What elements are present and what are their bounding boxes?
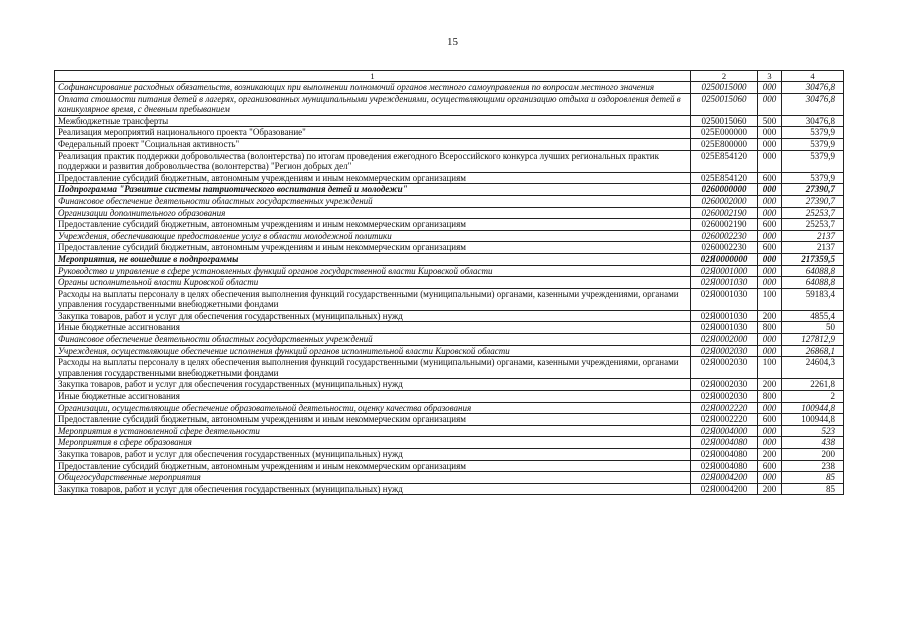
row-code: 0260002230 (691, 242, 758, 254)
table-row (55, 277, 844, 289)
row-code: 0260002190 (691, 219, 758, 231)
table-row (55, 391, 844, 403)
row-type: 000 (758, 207, 782, 219)
row-name: Предоставление субсидий бюджетным, автономным учреждениям и иным некоммерческим организациям (55, 219, 691, 231)
table-row (55, 345, 844, 357)
row-name: Расходы на выплаты персоналу в целях обеспечения выполнения функций государственными (муниципальными) органами, казенными учреждениями, органами управления государственными внебюджетными фондами (55, 288, 691, 310)
row-type: 800 (758, 391, 782, 403)
row-code: 02Я0004000 (691, 425, 758, 437)
row-type: 000 (758, 195, 782, 207)
row-code: 02Я0002030 (691, 357, 758, 379)
table-row (55, 242, 844, 254)
row-type: 600 (758, 460, 782, 472)
row-name: Предоставление субсидий бюджетным, автономным учреждениям и иным некоммерческим организациям (55, 460, 691, 472)
table-row (55, 310, 844, 322)
row-amount: 5379,9 (782, 172, 844, 184)
row-name: Руководство и управление в сфере установленных функций органов государственной власти Кировской области (55, 265, 691, 277)
row-code: 02Я0004080 (691, 437, 758, 449)
table-row (55, 402, 844, 414)
table-row (55, 460, 844, 472)
row-type: 200 (758, 379, 782, 391)
row-type: 200 (758, 449, 782, 461)
row-amount: 127812,9 (782, 334, 844, 346)
table-row (55, 172, 844, 184)
row-name: Организации дополнительного образования (55, 207, 691, 219)
row-name: Предоставление субсидий бюджетным, автономным учреждениям и иным некоммерческим организациям (55, 414, 691, 426)
row-type: 100 (758, 357, 782, 379)
row-type: 000 (758, 150, 782, 172)
table-row (55, 253, 844, 265)
row-type: 000 (758, 345, 782, 357)
row-type: 800 (758, 322, 782, 334)
row-name: Закупка товаров, работ и услуг для обеспечения государственных (муниципальных) нужд (55, 310, 691, 322)
table-row (55, 82, 844, 94)
row-code: 02Я0000000 (691, 253, 758, 265)
row-code: 02Я0002030 (691, 345, 758, 357)
row-code: 025E000000 (691, 127, 758, 139)
row-code: 02Я0002030 (691, 379, 758, 391)
table-row (55, 195, 844, 207)
row-code: 02Я0004080 (691, 449, 758, 461)
table-row (55, 127, 844, 139)
row-name: Закупка товаров, работ и услуг для обеспечения государственных (муниципальных) нужд (55, 379, 691, 391)
table-row (55, 322, 844, 334)
row-amount: 2137 (782, 242, 844, 254)
row-code: 02Я0001030 (691, 322, 758, 334)
row-type: 000 (758, 334, 782, 346)
row-code: 02Я0004200 (691, 483, 758, 495)
row-amount: 59183,4 (782, 288, 844, 310)
row-type: 600 (758, 414, 782, 426)
row-name: Межбюджетные трансферты (55, 115, 691, 127)
row-amount: 2261,8 (782, 379, 844, 391)
header-col-1: 1 (55, 71, 691, 82)
row-name: Федеральный проект "Социальная активность" (55, 138, 691, 150)
row-type: 000 (758, 93, 782, 115)
table-row (55, 357, 844, 379)
row-name: Иные бюджетные ассигнования (55, 322, 691, 334)
row-type: 000 (758, 184, 782, 196)
row-amount: 26868,1 (782, 345, 844, 357)
table-row (55, 115, 844, 127)
row-code: 02Я0002220 (691, 414, 758, 426)
table-row (55, 219, 844, 231)
table-row (55, 472, 844, 484)
row-name: Учреждения, обеспечивающие предоставление услуг в области молодежной политики (55, 230, 691, 242)
row-type: 500 (758, 115, 782, 127)
row-amount: 100944,8 (782, 402, 844, 414)
row-amount: 25253,7 (782, 207, 844, 219)
row-code: 025E800000 (691, 138, 758, 150)
row-type: 000 (758, 425, 782, 437)
page-number: 15 (447, 36, 458, 48)
row-name: Реализация мероприятий национального проекта "Образование" (55, 127, 691, 139)
row-code: 02Я0004080 (691, 460, 758, 472)
row-code: 02Я0001030 (691, 310, 758, 322)
row-amount: 27390,7 (782, 195, 844, 207)
row-type: 200 (758, 310, 782, 322)
row-name: Общегосударственные мероприятия (55, 472, 691, 484)
row-amount: 438 (782, 437, 844, 449)
row-amount: 85 (782, 472, 844, 484)
row-amount: 100944,8 (782, 414, 844, 426)
budget-table (54, 70, 844, 495)
row-amount: 25253,7 (782, 219, 844, 231)
row-name: Иные бюджетные ассигнования (55, 391, 691, 403)
row-type: 000 (758, 277, 782, 289)
row-type: 000 (758, 82, 782, 94)
row-code: 02Я0001030 (691, 288, 758, 310)
row-type: 000 (758, 230, 782, 242)
table-row (55, 449, 844, 461)
row-amount: 217359,5 (782, 253, 844, 265)
row-name: Закупка товаров, работ и услуг для обеспечения государственных (муниципальных) нужд (55, 449, 691, 461)
row-name: Органы исполнительной власти Кировской области (55, 277, 691, 289)
row-name: Предоставление субсидий бюджетным, автономным учреждениям и иным некоммерческим организациям (55, 242, 691, 254)
row-code: 02Я0002030 (691, 391, 758, 403)
row-code: 02Я0004200 (691, 472, 758, 484)
row-name: Финансовое обеспечение деятельности областных государственных учреждений (55, 195, 691, 207)
row-name: Мероприятия в сфере образования (55, 437, 691, 449)
row-code: 025E854120 (691, 172, 758, 184)
table-row (55, 265, 844, 277)
row-amount: 30476,8 (782, 93, 844, 115)
table-row (55, 334, 844, 346)
row-name: Реализация практик поддержки добровольчества (волонтерства) по итогам проведения ежегодного Всероссийского конкурса лучших региональных практик поддержки и развития добровольчества (волонтерства) "Регион добрых дел" (55, 150, 691, 172)
row-code: 02Я0001030 (691, 277, 758, 289)
row-code: 0260002000 (691, 195, 758, 207)
table-row (55, 184, 844, 196)
row-type: 000 (758, 402, 782, 414)
row-name: Оплата стоимости питания детей в лагерях, организованных муниципальными учреждениями, осуществляющими организацию отдыха и оздоровления детей в каникулярное время, с дневным пребыванием (55, 93, 691, 115)
row-type: 600 (758, 242, 782, 254)
row-amount: 50 (782, 322, 844, 334)
table-row (55, 93, 844, 115)
table-row (55, 483, 844, 495)
row-amount: 523 (782, 425, 844, 437)
row-name: Мероприятия, не вошедшие в подпрограммы (55, 253, 691, 265)
row-type: 600 (758, 219, 782, 231)
row-type: 000 (758, 437, 782, 449)
row-amount: 2137 (782, 230, 844, 242)
row-type: 100 (758, 288, 782, 310)
row-code: 0250015000 (691, 82, 758, 94)
row-amount: 85 (782, 483, 844, 495)
row-amount: 2 (782, 391, 844, 403)
row-type: 000 (758, 253, 782, 265)
row-type: 000 (758, 265, 782, 277)
row-name: Организации, осуществляющие обеспечение образовательной деятельности, оценку качества образования (55, 402, 691, 414)
row-name: Предоставление субсидий бюджетным, автономным учреждениям и иным некоммерческим организациям (55, 172, 691, 184)
row-name: Мероприятия в установленной сфере деятельности (55, 425, 691, 437)
row-type: 200 (758, 483, 782, 495)
row-amount: 27390,7 (782, 184, 844, 196)
table-header-row (55, 71, 844, 82)
row-code: 0250015060 (691, 93, 758, 115)
table-row (55, 150, 844, 172)
row-amount: 5379,9 (782, 138, 844, 150)
row-code: 0260000000 (691, 184, 758, 196)
row-code: 02Я0002000 (691, 334, 758, 346)
row-type: 000 (758, 138, 782, 150)
table-row (55, 230, 844, 242)
row-code: 02Я0002220 (691, 402, 758, 414)
row-name: Учреждения, осуществляющие обеспечение исполнения функций органов исполнительной власти Кировской области (55, 345, 691, 357)
table-row (55, 414, 844, 426)
row-type: 000 (758, 472, 782, 484)
row-code: 02Я0001000 (691, 265, 758, 277)
row-amount: 4855,4 (782, 310, 844, 322)
row-code: 025E854120 (691, 150, 758, 172)
table-row (55, 379, 844, 391)
row-amount: 64088,8 (782, 265, 844, 277)
row-name: Софинансирование расходных обязательств, возникающих при выполнении полномочий органов местного самоуправления по вопросам местного значения (55, 82, 691, 94)
row-code: 0260002190 (691, 207, 758, 219)
table-row (55, 437, 844, 449)
row-name: Финансовое обеспечение деятельности областных государственных учреждений (55, 334, 691, 346)
row-amount: 5379,9 (782, 150, 844, 172)
header-col-2: 2 (691, 71, 758, 82)
table-row (55, 425, 844, 437)
table-row (55, 138, 844, 150)
table-row (55, 288, 844, 310)
row-type: 600 (758, 172, 782, 184)
row-code: 0250015060 (691, 115, 758, 127)
row-amount: 64088,8 (782, 277, 844, 289)
row-amount: 5379,9 (782, 127, 844, 139)
row-amount: 30476,8 (782, 82, 844, 94)
row-amount: 238 (782, 460, 844, 472)
row-amount: 24604,3 (782, 357, 844, 379)
header-col-4: 4 (782, 71, 844, 82)
table-row (55, 207, 844, 219)
row-amount: 30476,8 (782, 115, 844, 127)
budget-table-body (55, 71, 844, 495)
row-name: Закупка товаров, работ и услуг для обеспечения государственных (муниципальных) нужд (55, 483, 691, 495)
row-name: Подпрограмма "Развитие системы патриотического воспитания детей и молодежи" (55, 184, 691, 196)
row-code: 0260002230 (691, 230, 758, 242)
header-col-3: 3 (758, 71, 782, 82)
row-amount: 200 (782, 449, 844, 461)
row-name: Расходы на выплаты персоналу в целях обеспечения выполнения функций государственными (муниципальными) органами, казенными учреждениями, органами управления государственными внебюджетными фондами (55, 357, 691, 379)
row-type: 000 (758, 127, 782, 139)
